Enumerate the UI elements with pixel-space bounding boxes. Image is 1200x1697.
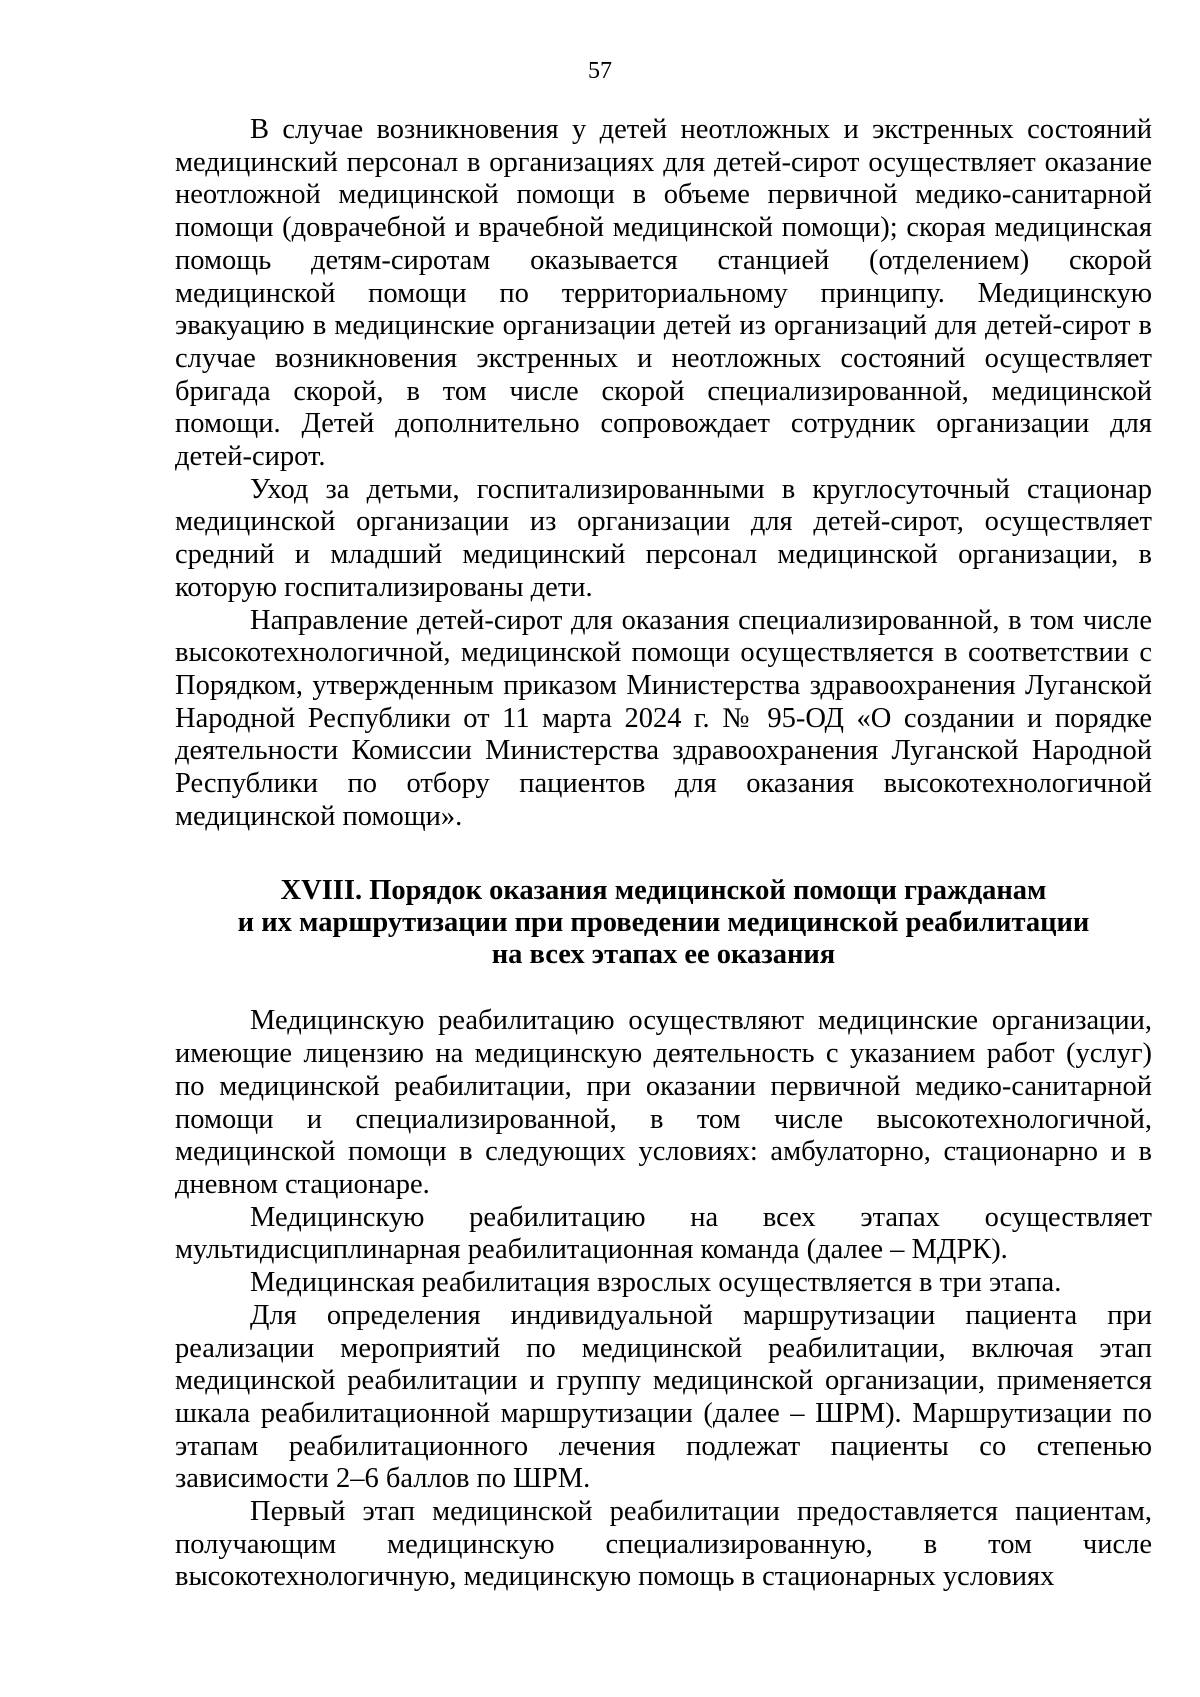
page-number: 57 [588,58,612,84]
section-heading-line-1: XVIII. Порядок оказания медицинской помощи гражданам [280,875,1047,907]
paragraph-three-stages: Медицинская реабилитация взрослых осуществляется в три этапа. [250,1267,1062,1299]
paragraph-first-stage: Первый этап медицинской реабилитации предоставляется пациентам, получающим медицинскую специализированную, в том числе высокотехнологичную, медицинскую помощь в стационарных условиях [175,1496,1152,1593]
section-heading-line-3: на всех этапах ее оказания [491,939,836,971]
document-body [175,114,1152,1594]
paragraph-rehab-organizations: Медицинскую реабилитацию осуществляют медицинские организации, имеющие лицензию на медицинскую деятельность с указанием работ (услуг) по медицинской реабилитации, при оказании первичной медико-санитарной помощи и специализированной, в том числе высокотехнологичной, медицинской помощи в следующих условиях: амбулаторно, стационарно и в дневном стационаре. [175,1005,1152,1200]
section-heading-line-2: и их маршрутизации при проведении медицинской реабилитации [237,907,1090,939]
paragraph-shrm: Для определения индивидуальной маршрутизации пациента при реализации мероприятий по медицинской реабилитации, включая этап медицинской реабилитации и группу медицинской организации, применяется шкала реабилитационной маршрутизации (далее – ШРМ). Маршрутизации по этапам реабилитационного лечения подлежат пациенты со степенью зависимости 2–6 баллов по ШРМ. [175,1299,1152,1495]
paragraph-emergency-care: В случае возникновения у детей неотложных и экстренных состояний медицинский персонал в организациях для детей-сирот осуществляет оказание неотложной медицинской помощи в объеме первичной медико-санитарной помощи (доврачебной и врачебной медицинской помощи); скорая медицинская помощь детям-сиротам оказывается станцией (отделением) скорой медицинской помощи по территориальному принципу. Медицинскую эвакуацию в медицинские организации детей из организаций для детей-сирот в случае возникновения экстренных и неотложных состояний осуществляет бригада скорой, в том числе скорой специализированной, медицинской помощи. Детей дополнительно сопровождает сотрудник организации для детей-сирот. [175,114,1152,473]
paragraph-mdrk: Медицинскую реабилитацию на всех этапах осуществляет мультидисциплинарная реабилитационная команда (далее – МДРК). [175,1201,1152,1266]
paragraph-referral: Направление детей-сирот для оказания специализированной, в том числе высокотехнологичной, медицинской помощи осуществляется в соответствии с Порядком, утвержденным приказом Министерства здравоохранения Луганской Народной Республики от 11 марта 2024 г. № 95-ОД «О создании и порядке деятельности Комиссии Министерства здравоохранения Луганской Народной Республики по отбору пациентов для оказания высокотехнологичной медицинской помощи». [175,604,1152,832]
section-heading [175,875,1152,971]
paragraph-hospital-care: Уход за детьми, госпитализированными в круглосуточный стационар медицинской организации из организации для детей-сирот, осуществляет средний и младший медицинский персонал медицинской организации, в которую госпитализированы дети. [175,473,1152,603]
